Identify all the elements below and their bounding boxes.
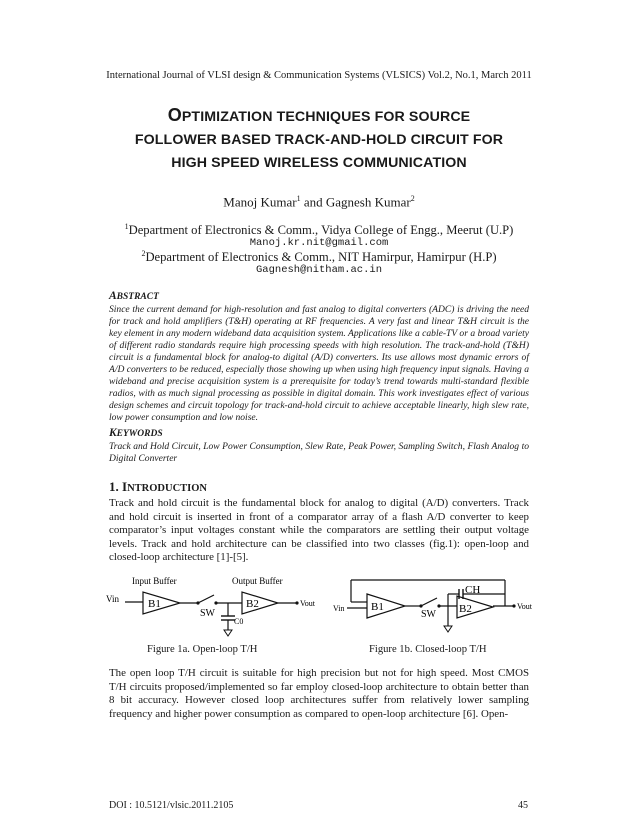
b1-label: B1 bbox=[148, 598, 161, 610]
email-1: Manoj.kr.nit@gmail.com bbox=[249, 237, 389, 249]
b1-label-closed: B1 bbox=[371, 601, 384, 613]
intro-paragraph-2: The open loop T/H circuit is suitable for high precision but not for high speed. Most CMOS T/H circuits proposed/implemented so far employ closed-loop architecture to obtain better than 8 bit accuracy. However closed loop architectures suffer from relatively lower sampling frequency and higher power consumption as compared to open-loop architecture [6]. Open- bbox=[109, 667, 529, 720]
vin-label: Vin bbox=[106, 594, 119, 604]
input-buffer-label: Input Buffer bbox=[132, 576, 177, 586]
email-2: Gagnesh@nitham.ac.in bbox=[255, 264, 383, 276]
doi: DOI : 10.5121/vlsic.2011.2105 bbox=[109, 800, 234, 811]
intro-heading: 1. INTRODUCTION bbox=[109, 479, 207, 494]
c0-label: C0 bbox=[234, 617, 244, 626]
ch-label: CH bbox=[465, 584, 481, 596]
figure-1a-caption: Figure 1a. Open-loop T/H bbox=[147, 644, 258, 655]
keywords-heading: KEYWORDS bbox=[109, 427, 163, 439]
vin-label-closed: Vin bbox=[333, 604, 345, 613]
paper-title bbox=[0, 104, 638, 175]
affiliation-2: $^2$Department of Electronics & Comm., NIT Hamirpur, Hamirpur (H.P) bbox=[141, 249, 497, 265]
output-buffer-label: Output Buffer bbox=[232, 576, 283, 586]
vout-label-closed: Vout bbox=[517, 602, 532, 611]
ground-icon bbox=[224, 630, 232, 636]
title-line-1: OPTIMIZATION TECHNIQUES FOR SOURCE bbox=[167, 105, 471, 125]
sw-label-closed: SW bbox=[421, 609, 436, 620]
switch-sw-closed bbox=[421, 598, 437, 606]
b2-label-closed: B2 bbox=[459, 603, 472, 615]
abstract-text: Since the current demand for high-resolution and fast analog to digital converters (ADC) is driving the need for track and hold amplifiers (T&H) operating at RF frequencies. A very fast and linear T&H circuit is the key element in any modern wideband data acquisition system. Applications like a cable-TV or a broad variety of different radio standards require high processing speeds with high resolution. The track-and-hold (T&H) circuit is a fundamental block for analog-to digital (A/D) converters. Its use allows most dynamic errors of A/D converters to be reduced, especially those showing up when using high frequency input signals. Having a wideband and precise acquisition system is a prerequisite for today’s trend towards multi-standard flexible radios, with as much signal processing as possible in digital domain. This work investigates effect of various design schemes and circuit topology for track-and-hold circuit to achieve acceptable linearly, high slew rate, low power consumption and low noise. bbox=[109, 304, 529, 423]
closed-loop-diagram bbox=[333, 574, 538, 640]
vout-label: Vout bbox=[300, 599, 315, 608]
author-line: Manoj Kumar$^1$ and Gagnesh Kumar$^2$ bbox=[223, 194, 415, 210]
page-number: 45 bbox=[518, 800, 528, 811]
ground-icon-closed bbox=[444, 626, 452, 632]
running-header: International Journal of VLSI design & Communication Systems (VLSICS) Vol.2, No.1, March 2011 bbox=[106, 70, 532, 81]
b2-label: B2 bbox=[246, 598, 259, 610]
affiliation-1: $^1$Department of Electronics & Comm., Vidya College of Engg., Meerut (U.P) bbox=[124, 222, 514, 238]
keywords-text: Track and Hold Circuit, Low Power Consumption, Slew Rate, Peak Power, Sampling Switch, Flash Analog to Digital Converter bbox=[109, 441, 529, 464]
title-line-2: FOLLOWER BASED TRACK-AND-HOLD CIRCUIT FOR bbox=[134, 132, 504, 148]
figure-1b-caption: Figure 1b. Closed-loop T/H bbox=[369, 644, 487, 655]
abstract-heading: ABSTRACT bbox=[109, 290, 159, 302]
title-line-3: HIGH SPEED WIRELESS COMMUNICATION bbox=[171, 155, 467, 171]
intro-paragraph-1: Track and hold circuit is the fundamental block for analog to digital (A/D) converters. Track and hold circuit is inserted in front of a comparator array of a flash A/D converter to keep comparator’s input voltages constant while the comparators are settling their output voltage levels. Track and hold architecture can be classified into two classes (fig.1): open-loop and closed-loop architecture [1]-[5]. bbox=[109, 497, 529, 564]
open-loop-diagram bbox=[105, 574, 320, 640]
switch-sw bbox=[198, 595, 214, 603]
sw-label: SW bbox=[200, 608, 215, 619]
